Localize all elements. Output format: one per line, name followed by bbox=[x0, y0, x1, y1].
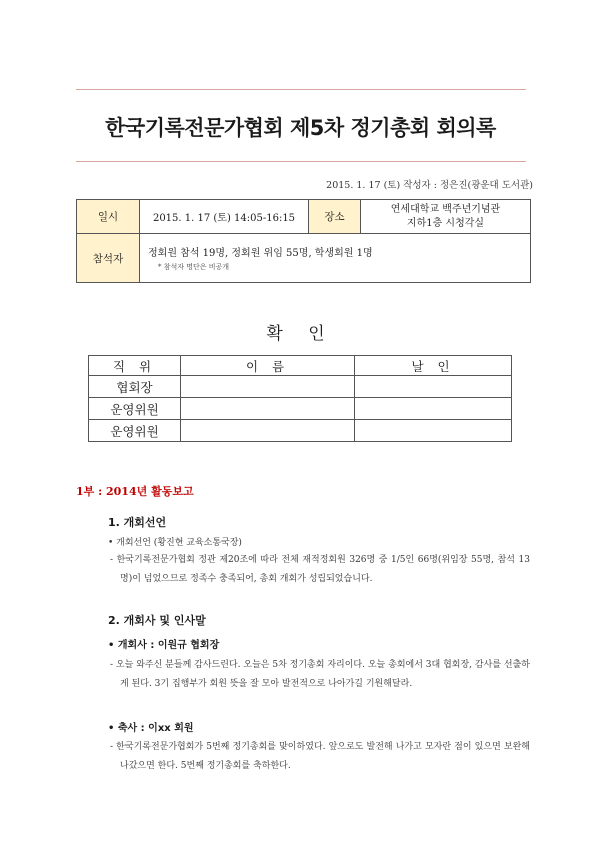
section2-paragraph1: - 오늘 와주신 분들께 감사드린다. 오늘은 5차 정기총회 자리이다. 오늘 총회에서 3대 협회장, 감사를 선출하게 된다. 3기 집행부가 회원 뜻을 잘 모아 발전적으로 나아가길 기원해달라. bbox=[110, 660, 530, 689]
name-cell bbox=[181, 420, 355, 442]
section2-heading: 2. 개회사 및 인사말 bbox=[108, 614, 206, 627]
header-position: 직 위 bbox=[89, 356, 181, 376]
part1-title: 1부 : 2014년 활동보고 bbox=[76, 485, 194, 498]
attendees-note: * 참석자 명단은 비공개 bbox=[158, 263, 230, 271]
place-line-1: 연세대학교 백주년기념관 bbox=[390, 203, 501, 215]
section1-bullet: • 개회선언 (황진현 교육소통국장) bbox=[108, 538, 242, 548]
seal-cell bbox=[355, 398, 512, 420]
meeting-info-table bbox=[76, 199, 531, 283]
attendees-value: 정회원 참석 19명, 정회원 위임 55명, 학생회원 1명 bbox=[148, 248, 373, 259]
title-bottom-rule bbox=[76, 161, 526, 162]
place-line-2: 지하1층 시청각실 bbox=[406, 217, 485, 229]
attendees-cell bbox=[140, 234, 531, 283]
section1-paragraph: - 한국기록전문가협회 정관 제20조에 따라 전체 재적정회원 326명 중 1/5인 66명(위임장 55명, 참석 13명)이 넘었으므로 정족수 충족되어, 총회 개회가 성립되었습니다. bbox=[110, 555, 530, 584]
header-name: 이 름 bbox=[181, 356, 355, 376]
date-author-line: 2015. 1. 17 (토) 작성자 : 정은진(광운대 도서관) bbox=[326, 180, 533, 191]
section1-heading: 1. 개회선언 bbox=[108, 516, 167, 529]
section2-bullet1: • 개회사 : 이원규 협회장 bbox=[108, 640, 220, 651]
date-label: 일시 bbox=[77, 200, 140, 234]
document-title: 한국기록전문가협회 제5차 정기총회 회의록 bbox=[105, 116, 496, 140]
date-value: 2015. 1. 17 (토) 14:05-16:15 bbox=[140, 200, 309, 234]
name-cell bbox=[181, 398, 355, 420]
section2-paragraph2: - 한국기록전문가협회가 5번째 정기총회를 맞이하였다. 앞으로도 발전해 나가고 모자란 점이 있으면 보완해 나갔으면 한다. 5번째 정기총회를 축하한다. bbox=[110, 742, 530, 771]
signature-table bbox=[88, 355, 512, 442]
confirmation-title: 확 인 bbox=[266, 324, 335, 344]
name-cell bbox=[181, 376, 355, 398]
row-position: 운영위원 bbox=[89, 420, 181, 442]
place-value bbox=[361, 200, 531, 234]
seal-cell bbox=[355, 376, 512, 398]
row-position: 운영위원 bbox=[89, 398, 181, 420]
seal-cell bbox=[355, 420, 512, 442]
title-top-rule bbox=[76, 89, 526, 90]
header-seal: 날 인 bbox=[355, 356, 512, 376]
row-position: 협회장 bbox=[89, 376, 181, 398]
place-label: 장소 bbox=[309, 200, 361, 234]
section2-bullet2: • 축사 : 이xx 회원 bbox=[108, 723, 194, 734]
attendees-label: 참석자 bbox=[77, 234, 140, 283]
